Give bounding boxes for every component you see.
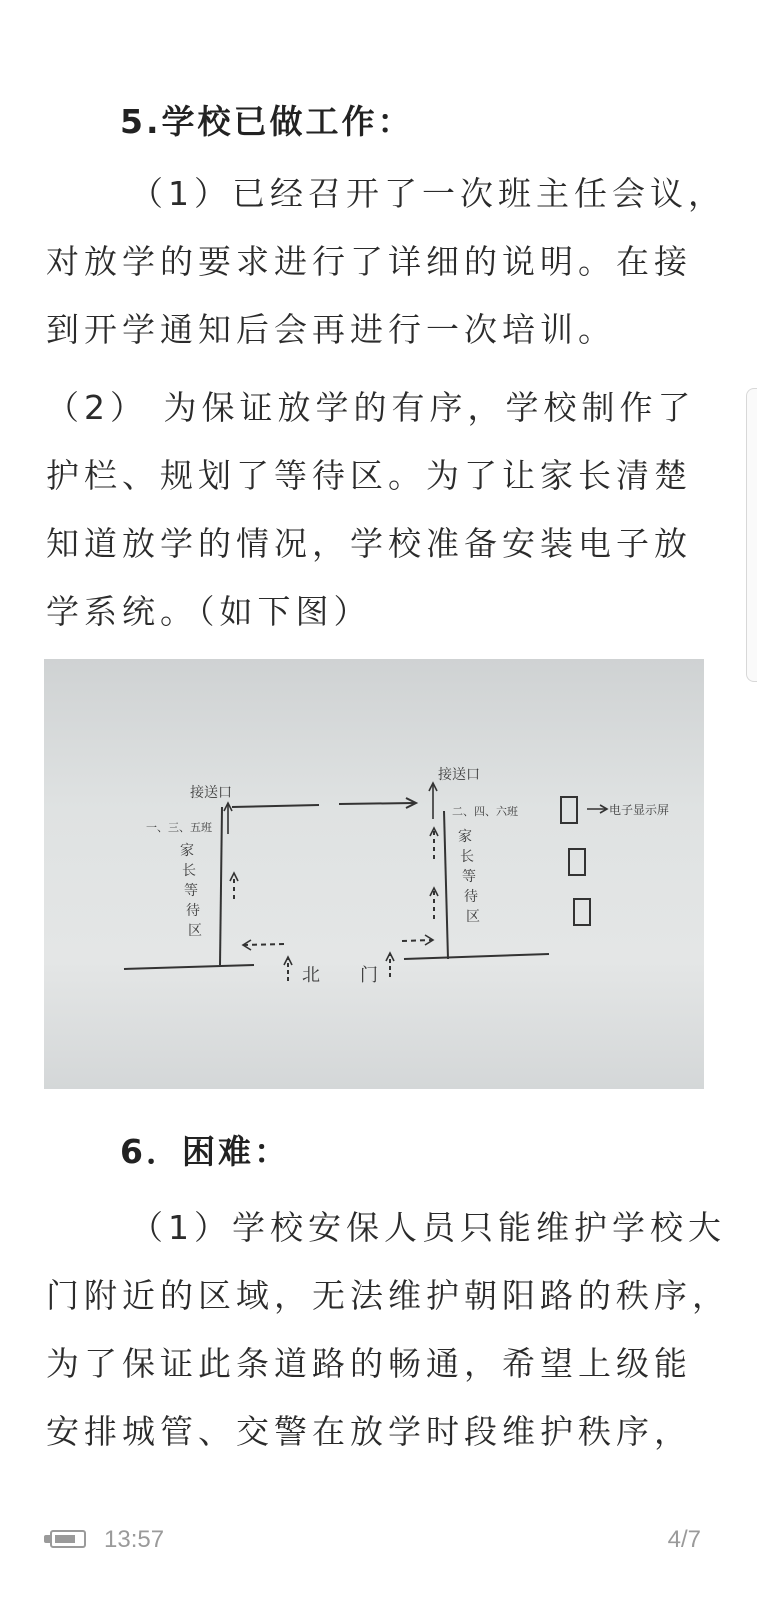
text-line: 知道放学的情况，学校准备安装电子放 (46, 524, 692, 563)
waiting-area-char: 等 (184, 883, 198, 899)
pickup-label-right: 接送口 (438, 767, 480, 783)
waiting-area-char: 待 (186, 903, 200, 919)
text-line: 为了保证此条道路的畅通，希望上级能 (46, 1344, 692, 1383)
waiting-area-char: 长 (460, 849, 474, 865)
pickup-label-left: 接送口 (190, 785, 232, 801)
battery-icon (44, 1530, 90, 1550)
screen-box (569, 849, 585, 875)
section-6-heading: 6．困难： (120, 1132, 290, 1171)
classes-label-left: 一、三、五班 (146, 821, 212, 834)
classes-label-right: 二、四、六班 (452, 805, 518, 818)
gate-layout-sketch (44, 659, 704, 1089)
section-5-paragraph-1 (46, 160, 726, 364)
section-5-heading: 5.学校已做工作： (120, 102, 414, 141)
screen-box (561, 797, 577, 823)
page-indicator: 4/7 (667, 1526, 701, 1553)
section-5-paragraph-2 (46, 374, 706, 646)
waiting-area-char: 长 (182, 863, 196, 879)
waiting-area-char: 家 (458, 829, 472, 845)
gate-north-label: 北 (302, 965, 320, 986)
waiting-area-char: 家 (180, 843, 194, 859)
text-line: 对放学的要求进行了详细的说明。在接 (46, 242, 692, 281)
section-6-paragraph-1 (46, 1194, 730, 1466)
waiting-area-char: 待 (464, 889, 478, 905)
waiting-area-char: 等 (462, 869, 476, 885)
status-footer (0, 1520, 757, 1560)
text-line: 护栏、规划了等待区。为了让家长清楚 (46, 456, 692, 495)
battery-level-fill (55, 1535, 75, 1543)
text-line: （1）已经召开了一次班主任会议， (130, 174, 726, 213)
text-line: 安排城管、交警在放学时段维护秩序， (46, 1412, 692, 1451)
text-line: （2） 为保证放学的有序，学校制作了 (46, 388, 696, 427)
text-line: 学系统。（如下图） (46, 592, 372, 631)
gate-door-label: 门 (360, 965, 378, 986)
text-line: （1）学校安保人员只能维护学校大 (130, 1208, 726, 1247)
text-line: 门附近的区域，无法维护朝阳路的秩序， (46, 1276, 730, 1315)
scroll-handle[interactable] (746, 388, 757, 682)
hand-drawn-gate-sketch-photo (44, 659, 704, 1089)
screen-box (574, 899, 590, 925)
waiting-area-char: 区 (188, 923, 202, 939)
screen-label: 电子显示屏 (609, 803, 670, 817)
waiting-area-char: 区 (466, 909, 480, 925)
text-line: 到开学通知后会再进行一次培训。 (46, 310, 616, 349)
clock-time: 13:57 (104, 1526, 165, 1553)
